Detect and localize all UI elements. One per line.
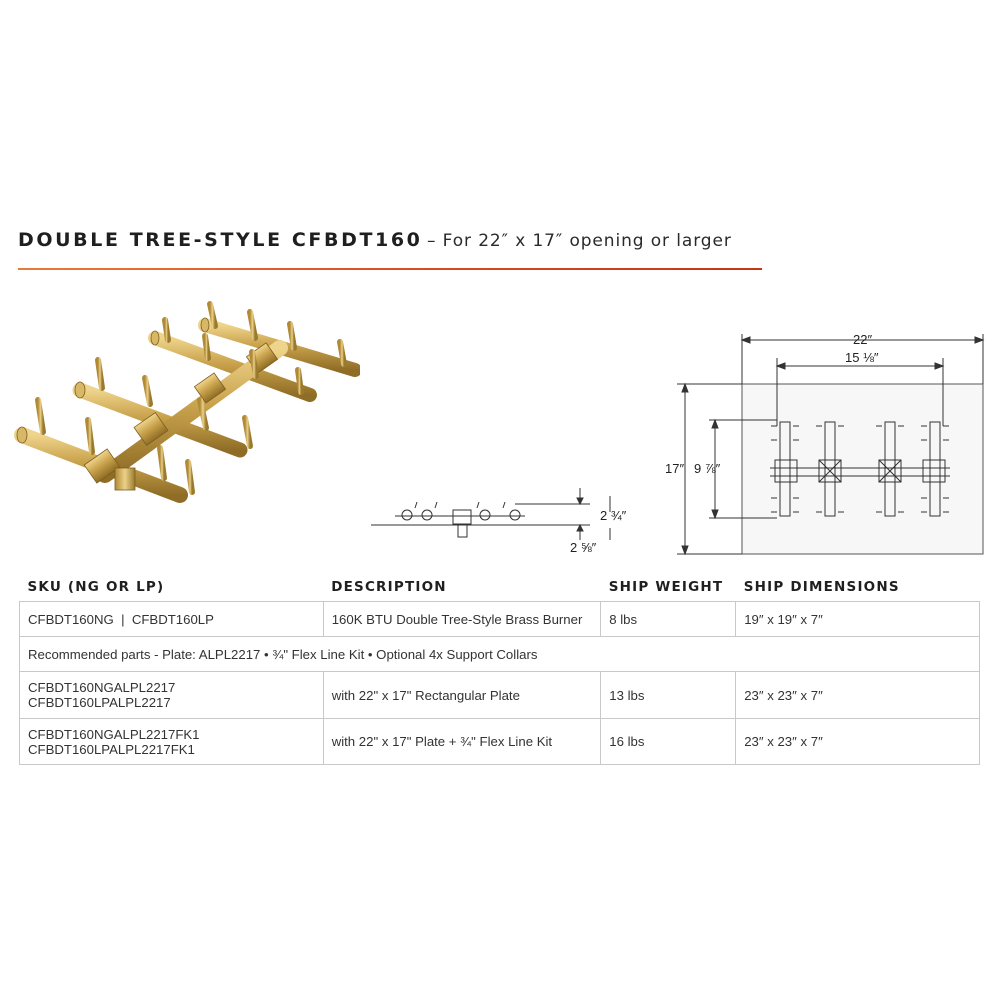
sku-lp: CFBDT160LPALPL2217 <box>28 695 171 710</box>
header-description: DESCRIPTION <box>331 579 447 595</box>
cell-dimensions: 23″ x 23″ x 7″ <box>736 672 980 719</box>
side-dim-top: 2 ¾″ <box>600 508 627 523</box>
plan-view-drawing <box>665 330 995 565</box>
header-sku: SKU (NG OR LP) <box>27 579 165 595</box>
table-header-row <box>20 575 980 602</box>
cell-sku <box>20 719 324 765</box>
cell-sku <box>20 672 324 719</box>
cell-weight: 13 lbs <box>601 672 736 719</box>
opening-subtitle: – For 22″ x 17″ opening or larger <box>426 231 732 251</box>
page-title <box>18 229 732 251</box>
cell-weight: 16 lbs <box>601 719 736 765</box>
cell-weight: 8 lbs <box>601 602 736 637</box>
cell-sku: CFBDT160NG | CFBDT160LP <box>20 602 324 637</box>
side-dim-bottom: 2 ⅝″ <box>570 540 597 555</box>
cell-description: 160K BTU Double Tree-Style Brass Burner <box>323 602 601 637</box>
side-elevation-drawing <box>365 478 655 558</box>
table-row <box>20 672 980 719</box>
plan-dim-inner-width: 15 ⅛″ <box>845 350 879 365</box>
title-divider <box>18 268 762 270</box>
sku-ng: CFBDT160NGALPL2217 <box>28 680 176 695</box>
sku-lp: CFBDT160LPALPL2217FK1 <box>28 741 195 757</box>
table-row <box>20 602 980 637</box>
header-ship-weight: SHIP WEIGHT <box>608 579 724 595</box>
cell-dimensions: 19″ x 19″ x 7″ <box>736 602 980 637</box>
sku-ng: CFBDT160NGALPL2217FK1 <box>28 726 200 742</box>
recommended-parts-row <box>20 637 980 672</box>
cell-dimensions: 23″ x 23″ x 7″ <box>736 719 980 765</box>
cell-description: with 22" x 17" Plate + ¾" Flex Line Kit <box>323 719 601 765</box>
plan-dim-width: 22″ <box>853 332 873 347</box>
burner-product-image <box>10 290 360 530</box>
spec-table <box>19 575 980 765</box>
plan-dim-height: 17″ <box>665 461 685 476</box>
cell-description: with 22" x 17" Rectangular Plate <box>323 672 601 719</box>
recommended-parts-text: Recommended parts - Plate: ALPL2217 • ¾" Flex Line Kit • Optional 4x Support Collars <box>20 637 980 672</box>
table-row <box>20 719 980 765</box>
header-ship-dimensions: SHIP DIMENSIONS <box>743 579 900 595</box>
plan-dim-inner-height: 9 ⅞″ <box>694 461 721 476</box>
model-title: DOUBLE TREE-STYLE CFBDT160 <box>18 229 423 251</box>
